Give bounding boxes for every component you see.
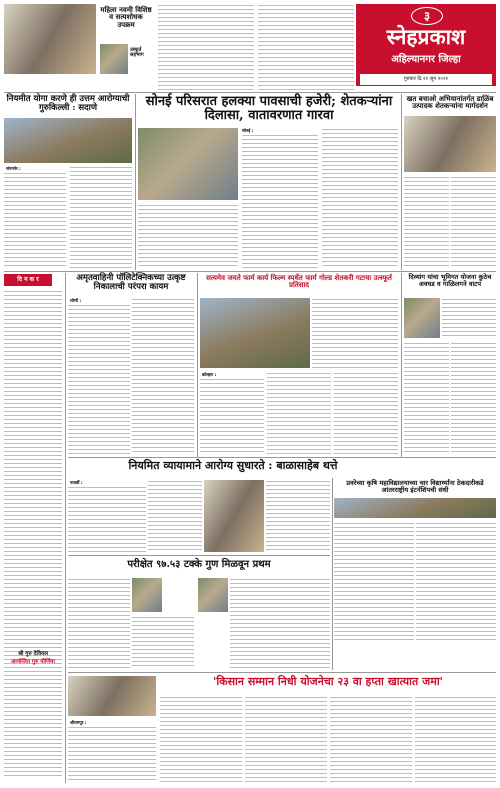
fertilizer-text-1 — [404, 176, 449, 268]
topper-photo-2 — [198, 578, 228, 612]
masthead — [356, 4, 496, 86]
official-photo — [404, 298, 440, 338]
yoga-photo — [4, 118, 132, 163]
health-text-1 — [68, 486, 146, 552]
fertilizer-text-2 — [451, 176, 496, 268]
kisan-headline: 'किसान सम्मान निधी योजनेचा २३ वा हप्ता खात्यात जमा' — [212, 675, 444, 688]
farmers-photo — [200, 298, 310, 368]
yoga-headline: नियमीत योगा करणे ही उत्तम आरोग्याची गुरुकिल्ली : सदाणे — [6, 94, 130, 113]
sonai-text-2 — [242, 134, 318, 268]
health-headline: नियमित व्यायामाने आरोग्य सुधारते : बाळासाहेब थत्ते — [128, 459, 338, 472]
byline-6: श्रीरामपूर : — [70, 720, 87, 725]
farmers-text-2 — [200, 378, 264, 454]
kisan-text-1 — [68, 726, 156, 782]
agri-text-2 — [416, 522, 496, 642]
health-photo — [204, 480, 264, 552]
top-article-text-2 — [258, 4, 354, 90]
kisan-text-3 — [245, 696, 327, 782]
corona-text-2 — [404, 342, 449, 454]
rain-photo — [138, 128, 238, 200]
top-article-text-1 — [158, 4, 254, 90]
sonai-text-3 — [322, 128, 398, 268]
dateline: गुरुवार दि.२१ जून २०२१ — [360, 74, 492, 85]
dinvishesh-sub: आयोजित गुरु पौर्णिमा — [11, 659, 55, 665]
exam-text-2 — [132, 616, 194, 668]
health-text-2 — [148, 480, 202, 552]
page-number: ३ — [411, 7, 443, 25]
exam-text-3 — [230, 578, 330, 668]
kisan-text-2 — [160, 696, 242, 782]
dinvishesh-title: श्री गुरु देवियल — [18, 651, 48, 657]
sonai-text-1 — [138, 204, 238, 268]
polytechnic-text-1 — [68, 304, 130, 454]
tidbits-text — [4, 290, 62, 776]
kisan-text-5 — [415, 696, 496, 782]
byline-3: लोणी : — [70, 298, 82, 303]
yoga-text-1 — [4, 172, 66, 268]
byline-1: संगमनेर : — [6, 166, 21, 171]
top-left-caption: उस्फूर्त सहभाग — [130, 47, 144, 59]
event-photo — [4, 4, 96, 74]
corona-headline: दिव्यांग यांचा भूमिगत योजना कुठेच अवघड व गाळिलगने वाटप — [408, 273, 492, 288]
masthead-title: स्नेहप्रकाश — [386, 24, 466, 49]
polytechnic-text-2 — [132, 298, 194, 454]
fertilizer-headline: खत बचाओ अभियानांतर्गत डाळिंब उत्पादक शेतकऱ्यांना मार्गदर्शन — [406, 94, 494, 111]
agri-text-1 — [334, 522, 414, 642]
topper-photo — [132, 578, 162, 612]
exam-headline: परीक्षेत ९७.५३ टक्के गुण मिळवून प्रथम — [127, 559, 271, 570]
sonai-headline: सोनई परिसरात हलक्या पावसाची हजेरी; शेतकऱ्यांना दिलासा, वातावरणात गारवा — [145, 94, 393, 123]
agri-headline: प्रवरेच्या कृषि महाविद्यालयाच्या चार विद्यार्थ्यांना ठेकदारीकडे आंतरराष्ट्रीय इंटर्नशिपची संधी — [346, 479, 484, 494]
byline-5: पाथर्डी : — [70, 480, 83, 485]
farmers-text-4 — [334, 372, 398, 454]
farmers-text-1 — [312, 298, 398, 368]
masthead-subtitle: अहिल्यानगर जिल्हा — [391, 54, 461, 65]
students-photo — [334, 498, 496, 518]
health-text-3 — [266, 480, 330, 552]
farmers-headline: सत्यमेव जयते फार्म कार्य फिल्म स्पर्धेत फार्म गोल्ड शेतकरी गटाचा उत्स्फूर्त प्रतिसाद — [206, 273, 392, 290]
farmers-text-3 — [267, 372, 331, 454]
kisan-text-4 — [330, 696, 412, 782]
corona-text-3 — [451, 342, 496, 454]
byline-2: सोनई : — [242, 128, 254, 133]
corona-text-1 — [442, 298, 496, 338]
kisan-photo — [68, 676, 156, 716]
byline-4: कोल्हार : — [202, 372, 217, 377]
fertilizer-photo — [404, 116, 496, 172]
person-photo — [100, 44, 128, 74]
tidbits-label: दि न क र — [4, 274, 52, 286]
exam-text-1 — [68, 578, 130, 668]
polytechnic-headline: अमृतवाहिनी पॉलिटेक्निकच्या उत्कृष्ट निकालाची परंपरा कायम — [76, 273, 186, 292]
yoga-text-2 — [70, 166, 132, 268]
top-left-title: महिला नवमी विशिष्ठ व सत्यशोधक उपक्रम — [100, 5, 152, 29]
